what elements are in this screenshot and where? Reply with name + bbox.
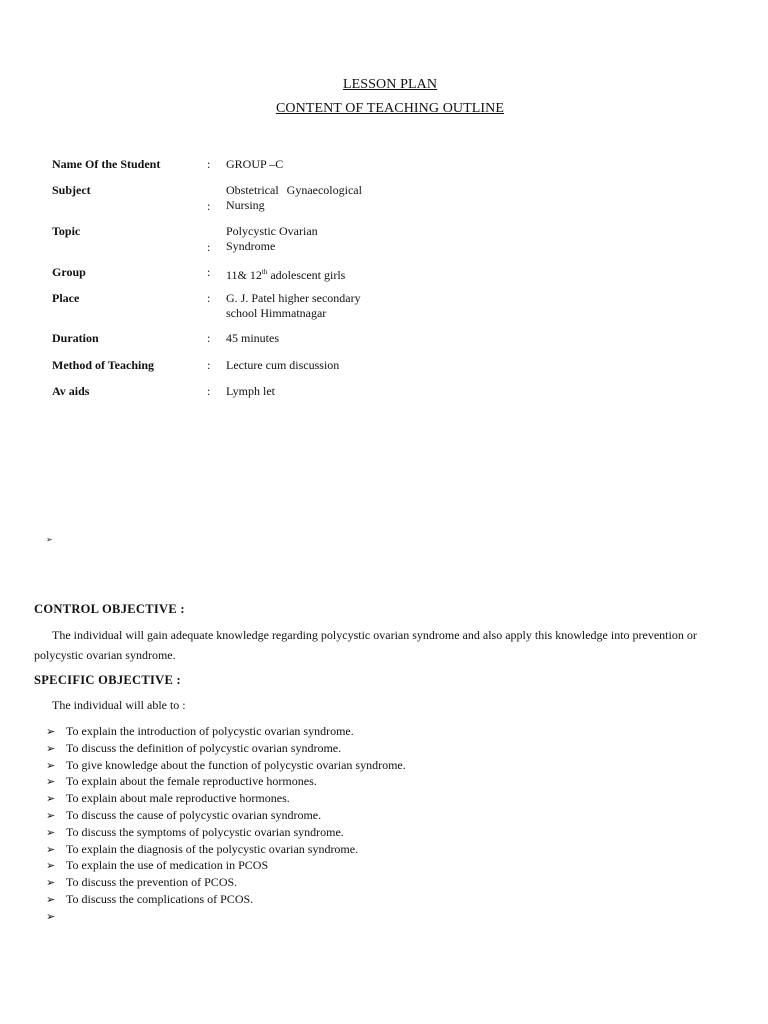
- subject-value-line2: Nursing: [226, 198, 265, 212]
- list-item: [46, 841, 406, 858]
- topic-value-line1: Polycystic Ovarian: [226, 224, 318, 238]
- list-item-text: To discuss the cause of polycystic ovarian syndrome.: [66, 807, 322, 822]
- specific-objective-heading: SPECIFIC OBJECTIVE :: [34, 673, 181, 687]
- list-item: [46, 874, 406, 891]
- aids-label: Av aids: [52, 384, 90, 398]
- arrow-bullet-icon: ➢: [46, 860, 56, 873]
- subject-value-part1: Obstetrical: [226, 183, 279, 197]
- arrow-bullet-icon: ➢: [46, 759, 56, 772]
- aids-value: Lymph let: [226, 384, 275, 398]
- colon: :: [207, 331, 211, 345]
- list-item-text: To explain the use of medication in PCOS: [66, 858, 269, 873]
- place-value-line1: G. J. Patel higher secondary: [226, 291, 361, 305]
- list-item: [46, 723, 406, 740]
- place-label: Place: [52, 291, 80, 305]
- topic-label: Topic: [52, 224, 81, 238]
- list-item-text: To discuss the complications of PCOS.: [66, 891, 254, 906]
- page-title: LESSON PLAN: [342, 77, 438, 92]
- colon: :: [207, 240, 211, 254]
- subject-value: [226, 183, 362, 213]
- method-value: Lecture cum discussion: [226, 358, 340, 372]
- group-value-sup: th: [261, 268, 268, 276]
- control-objective-text: [34, 625, 734, 665]
- list-item: [46, 773, 406, 790]
- arrow-bullet-icon: ➢: [46, 826, 56, 839]
- arrow-bullet-icon: ➢: [46, 726, 56, 738]
- arrow-bullet-icon: ➢: [46, 910, 56, 923]
- list-item-text: To explain the diagnosis of the polycystic ovarian syndrome.: [66, 841, 359, 856]
- group-value-num: 11& 12: [226, 268, 262, 282]
- place-value: [226, 291, 361, 321]
- arrow-bullet-icon: ➢: [46, 793, 56, 806]
- list-item-text: To discuss the definition of polycystic ovarian syndrome.: [66, 740, 342, 755]
- list-item-text: To discuss the prevention of PCOS.: [66, 875, 238, 890]
- group-value: [226, 265, 345, 283]
- place-value-line2: school Himmatnagar: [226, 306, 327, 320]
- duration-label: Duration: [52, 331, 99, 345]
- list-item: [46, 790, 406, 807]
- method-label: Method of Teaching: [52, 358, 155, 372]
- list-item: [46, 891, 406, 908]
- list-item: [46, 908, 406, 925]
- topic-value-line2: Syndrome: [226, 239, 276, 253]
- control-objective-heading: CONTROL OBJECTIVE :: [34, 602, 185, 616]
- arrow-bullet-icon: ➢: [46, 893, 56, 906]
- list-item-text: To discuss the symptoms of polycystic ovarian syndrome.: [66, 824, 344, 839]
- subject-label: Subject: [52, 183, 91, 197]
- group-label: Group: [52, 265, 86, 279]
- colon: :: [207, 384, 211, 398]
- arrow-bullet-icon: ➢: [46, 535, 53, 544]
- colon: :: [207, 291, 211, 305]
- list-item-text: To explain about the female reproductive hormones.: [66, 774, 317, 789]
- list-item: [46, 740, 406, 757]
- list-item: [46, 807, 406, 824]
- topic-value: [226, 224, 318, 254]
- student-value: GROUP –C: [226, 157, 284, 171]
- subject-value-part2: Gynaecological: [286, 183, 362, 197]
- arrow-bullet-icon: ➢: [46, 809, 56, 822]
- list-item: [46, 857, 406, 874]
- arrow-bullet-icon: ➢: [46, 843, 56, 856]
- arrow-bullet-icon: ➢: [46, 742, 56, 755]
- list-item-text: To explain the introduction of polycystic ovarian syndrome.: [66, 724, 354, 738]
- colon: :: [207, 265, 211, 279]
- duration-value: 45 minutes: [226, 331, 279, 345]
- control-objective-body: The individual will gain adequate knowledge regarding polycystic ovarian syndrome and also apply this knowledge into prevention or polycystic ovarian syndrome.: [34, 628, 697, 662]
- list-item-text: To give knowledge about the function of polycystic ovarian syndrome.: [66, 757, 406, 772]
- page-subtitle: CONTENT OF TEACHING OUTLINE: [275, 101, 505, 116]
- arrow-bullet-icon: ➢: [46, 776, 56, 789]
- colon: :: [207, 157, 211, 171]
- group-value-rest: adolescent girls: [267, 268, 346, 282]
- arrow-bullet-icon: ➢: [46, 877, 56, 890]
- colon: :: [207, 358, 211, 372]
- specific-objective-intro: The individual will able to :: [52, 698, 186, 712]
- colon: :: [207, 199, 211, 213]
- student-label: Name Of the Student: [52, 157, 161, 171]
- list-item-text: To explain about male reproductive hormones.: [66, 791, 290, 806]
- list-item: [46, 757, 406, 774]
- objective-list: [46, 723, 406, 925]
- list-item: [46, 824, 406, 841]
